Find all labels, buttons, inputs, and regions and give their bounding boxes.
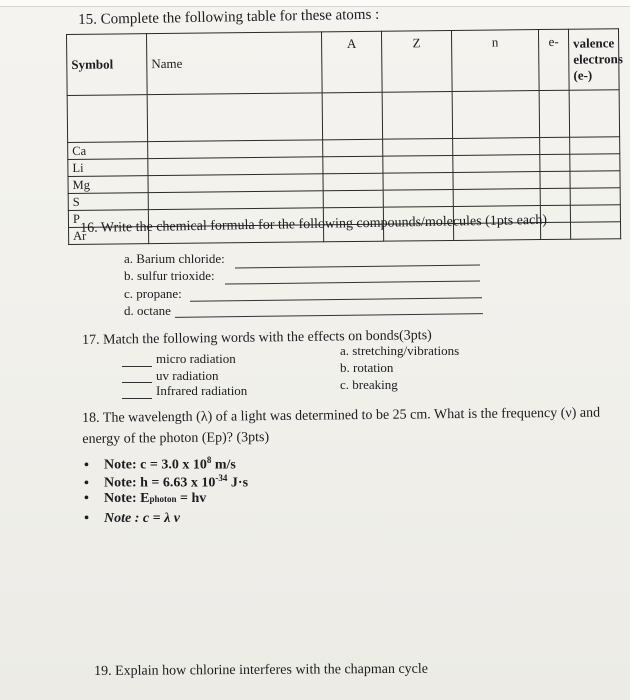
a-cell[interactable] — [323, 173, 383, 191]
a-cell[interactable] — [323, 139, 383, 157]
header-z: Z — [381, 30, 452, 92]
header-valence-line1: valence — [573, 35, 615, 51]
q17-right-b: b. rotation — [340, 360, 394, 375]
q16-answer-line-d[interactable] — [175, 313, 483, 318]
question-19-prompt: 19. Explain how chlorine interferes with the chapman cycle — [94, 661, 429, 679]
cell[interactable] — [569, 90, 619, 138]
symbol-cell: Li — [68, 159, 148, 177]
note-wave-equation: • Note : c = λ v — [84, 511, 180, 526]
header-electrons: e- — [538, 29, 569, 90]
q17-blank-2[interactable] — [122, 382, 152, 383]
cell[interactable] — [147, 93, 322, 142]
note-photon-energy: • Note: Ephoton = hv — [84, 491, 207, 506]
z-cell[interactable] — [383, 138, 453, 156]
name-cell[interactable] — [148, 157, 323, 176]
valence-cell[interactable] — [570, 137, 620, 155]
q16-answer-line-b[interactable] — [225, 280, 480, 284]
n-cell[interactable] — [453, 155, 540, 173]
e-cell[interactable] — [540, 188, 570, 205]
valence-cell[interactable] — [570, 171, 620, 189]
note-planck-constant: • Note: h = 6.63 x $10^{-34}$ J·s — [84, 473, 249, 491]
q17-right-a: a. stretching/vibrations — [340, 343, 460, 358]
a-cell[interactable] — [323, 190, 383, 208]
z-cell[interactable] — [383, 172, 453, 190]
header-a: A — [321, 31, 382, 93]
header-valence-line2: electrons (e-) — [573, 51, 623, 83]
q17-right-c: c. breaking — [340, 377, 398, 392]
valence-cell[interactable] — [570, 205, 620, 223]
cell[interactable] — [452, 91, 539, 139]
e-cell[interactable] — [540, 154, 570, 171]
symbol-cell: S — [68, 193, 148, 211]
q17-blank-3[interactable] — [122, 398, 152, 399]
a-cell[interactable] — [323, 156, 383, 174]
q17-blank-1[interactable] — [122, 366, 152, 367]
page-top-edge — [0, 0, 630, 7]
bullet-icon: • — [84, 475, 89, 491]
bullet-icon: • — [84, 511, 89, 526]
e-cell[interactable] — [540, 171, 570, 188]
bullet-icon: • — [84, 457, 89, 473]
q17-left-1: micro radiation — [156, 351, 236, 366]
question-15-prompt: 15. Complete the following table for these atoms : — [78, 6, 380, 28]
note-speed-of-light: • Note: c = 3.0 x $10^8$ m/s — [84, 455, 236, 473]
symbol-cell: Ar — [69, 227, 149, 245]
header-valence — [568, 29, 623, 91]
q17-left-3: Infrared radiation — [156, 383, 248, 398]
symbol-cell: P — [68, 210, 148, 228]
question-17-prompt: 17. Match the following words with the effects on bonds(3pts) — [82, 328, 432, 348]
header-name: Name — [147, 32, 323, 95]
n-cell[interactable] — [453, 138, 540, 156]
header-symbol: Symbol — [67, 34, 148, 96]
q17-left-2: uv radiation — [156, 368, 219, 383]
bullet-icon: • — [84, 491, 89, 506]
n-cell[interactable] — [453, 172, 540, 190]
q16-item-b: b. sulfur trioxide: — [124, 268, 215, 283]
z-cell[interactable] — [383, 189, 453, 207]
valence-cell[interactable] — [570, 154, 620, 172]
name-cell[interactable] — [148, 174, 323, 193]
e-cell[interactable] — [540, 137, 570, 154]
q16-item-a: a. Barium chloride: — [124, 251, 225, 266]
q16-answer-line-c[interactable] — [190, 297, 482, 302]
valence-cell[interactable] — [570, 188, 620, 206]
question-18-prompt: 18. The wavelength (λ) of a light was determined to be 25 cm. What is the frequency (ν) and energy of the photon (Ep)? (3pts) — [82, 405, 601, 447]
q16-item-d: d. octane — [124, 303, 171, 318]
z-cell[interactable] — [383, 155, 453, 173]
name-cell[interactable] — [148, 191, 323, 210]
cell[interactable] — [382, 91, 452, 139]
valence-cell[interactable] — [570, 222, 620, 240]
cell[interactable] — [322, 92, 382, 140]
table-empty-row — [67, 90, 619, 143]
header-n: n — [451, 30, 539, 92]
q16-answer-line-a[interactable] — [235, 265, 480, 269]
q16-item-c: c. propane: — [124, 286, 182, 301]
symbol-cell: Ca — [68, 142, 148, 160]
question-16-prompt: 16. Write the chemical formula for the following compounds/molecules (1pts each) — [80, 212, 548, 236]
n-cell[interactable] — [453, 189, 540, 207]
name-cell[interactable] — [148, 140, 323, 159]
symbol-cell: Mg — [68, 176, 148, 194]
cell[interactable] — [539, 90, 569, 137]
